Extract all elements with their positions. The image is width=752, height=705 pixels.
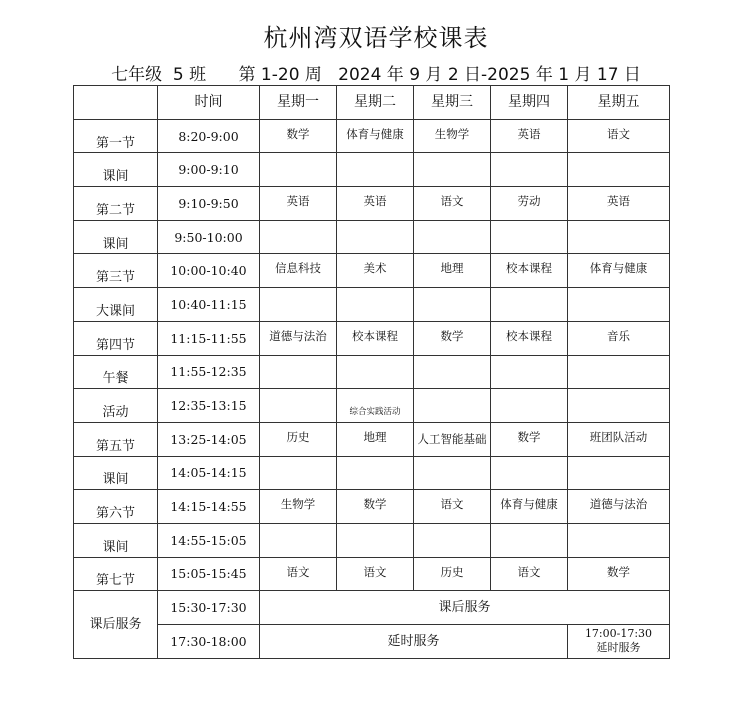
table-row xyxy=(74,422,670,456)
subject-cell: 道德与法治 xyxy=(260,321,337,355)
subject-cell xyxy=(491,288,568,322)
subject-cell xyxy=(414,523,491,557)
time-cell: 11:55-12:35 xyxy=(158,355,260,389)
table-row xyxy=(74,220,670,254)
subject-cell: 数学 xyxy=(337,490,414,524)
header-cell: 星期一 xyxy=(260,86,337,120)
subject-cell: 体育与健康 xyxy=(337,119,414,153)
time-cell: 15:30-17:30 xyxy=(158,591,260,625)
time-cell: 14:15-14:55 xyxy=(158,490,260,524)
subject-cell: 历史 xyxy=(260,422,337,456)
subject-cell xyxy=(491,355,568,389)
subject-cell xyxy=(337,153,414,187)
after-school-row xyxy=(74,625,670,659)
friday-extended-label: 延时服务 xyxy=(596,641,641,655)
subject-cell: 生物学 xyxy=(414,119,491,153)
table-row xyxy=(74,456,670,490)
subject-cell: 数学 xyxy=(491,422,568,456)
subject-cell: 班团队活动 xyxy=(568,422,670,456)
schedule-subtitle: 七年级 5 班 第 1-20 周 2024 年 9 月 2 日-2025 年 1 月 17 日 xyxy=(111,65,641,85)
subject-cell xyxy=(414,220,491,254)
friday-extended-service xyxy=(568,625,670,659)
time-cell: 14:55-15:05 xyxy=(158,523,260,557)
subject-cell xyxy=(491,523,568,557)
subject-cell: 美术 xyxy=(337,254,414,288)
period-cell: 第一节 xyxy=(74,119,158,153)
subject-cell: 生物学 xyxy=(260,490,337,524)
subject-cell xyxy=(260,220,337,254)
subject-cell: 道德与法治 xyxy=(568,490,670,524)
header-row xyxy=(74,86,670,120)
subject-cell xyxy=(568,523,670,557)
period-cell: 第五节 xyxy=(74,422,158,456)
subject-cell xyxy=(414,288,491,322)
subject-cell: 语文 xyxy=(414,187,491,221)
subject-cell xyxy=(491,220,568,254)
time-cell: 8:20-9:00 xyxy=(158,119,260,153)
time-cell: 13:25-14:05 xyxy=(158,422,260,456)
time-cell: 10:40-11:15 xyxy=(158,288,260,322)
period-cell: 第七节 xyxy=(74,557,158,591)
table-row xyxy=(74,119,670,153)
table-row xyxy=(74,355,670,389)
subject-cell xyxy=(337,220,414,254)
period-cell: 第六节 xyxy=(74,490,158,524)
period-cell: 午餐 xyxy=(74,355,158,389)
subject-cell: 英语 xyxy=(260,187,337,221)
period-cell: 第二节 xyxy=(74,187,158,221)
table-row xyxy=(74,153,670,187)
subject-cell xyxy=(414,153,491,187)
table-row xyxy=(74,187,670,221)
table-row xyxy=(74,288,670,322)
period-cell: 课间 xyxy=(74,153,158,187)
table-row xyxy=(74,389,670,423)
subject-cell: 英语 xyxy=(491,119,568,153)
subject-cell xyxy=(414,355,491,389)
subject-cell: 语文 xyxy=(337,557,414,591)
subject-cell: 地理 xyxy=(337,422,414,456)
subject-cell xyxy=(568,220,670,254)
after-school-service: 课后服务 xyxy=(260,591,670,625)
subject-cell: 历史 xyxy=(414,557,491,591)
subject-cell: 英语 xyxy=(337,187,414,221)
subject-cell xyxy=(260,153,337,187)
header-cell: 星期四 xyxy=(491,86,568,120)
header-cell xyxy=(74,86,158,120)
subject-cell: 语文 xyxy=(414,490,491,524)
header-cell: 星期三 xyxy=(414,86,491,120)
subject-cell: 体育与健康 xyxy=(491,490,568,524)
subject-cell xyxy=(260,523,337,557)
subject-cell xyxy=(260,389,337,423)
subject-cell: 语文 xyxy=(260,557,337,591)
after-school-label: 课后服务 xyxy=(74,591,158,658)
subject-cell xyxy=(568,153,670,187)
subject-cell xyxy=(568,456,670,490)
subject-cell xyxy=(568,355,670,389)
subject-cell: 校本课程 xyxy=(337,321,414,355)
after-school-row xyxy=(74,591,670,625)
time-cell: 14:05-14:15 xyxy=(158,456,260,490)
subject-cell xyxy=(337,288,414,322)
subject-cell: 音乐 xyxy=(568,321,670,355)
subject-cell xyxy=(260,456,337,490)
subject-cell xyxy=(491,153,568,187)
header-cell: 星期二 xyxy=(337,86,414,120)
subject-cell: 数学 xyxy=(260,119,337,153)
subject-cell: 校本课程 xyxy=(491,321,568,355)
header-cell: 时间 xyxy=(158,86,260,120)
extended-service: 延时服务 xyxy=(260,625,568,659)
time-cell: 9:50-10:00 xyxy=(158,220,260,254)
subject-cell: 语文 xyxy=(491,557,568,591)
subject-cell xyxy=(260,288,337,322)
subject-cell xyxy=(260,355,337,389)
period-cell: 第四节 xyxy=(74,321,158,355)
table-row xyxy=(74,321,670,355)
table-row xyxy=(74,523,670,557)
subject-cell: 综合实践活动 xyxy=(337,389,414,423)
subject-cell xyxy=(568,288,670,322)
time-cell: 15:05-15:45 xyxy=(158,557,260,591)
page-title: 杭州湾双语学校课表 xyxy=(263,24,489,52)
time-cell: 9:10-9:50 xyxy=(158,187,260,221)
subject-cell xyxy=(337,523,414,557)
subject-cell xyxy=(414,389,491,423)
friday-extended-time: 17:00-17:30 xyxy=(584,627,653,641)
subject-cell: 语文 xyxy=(568,119,670,153)
header-cell: 星期五 xyxy=(568,86,670,120)
time-cell: 12:35-13:15 xyxy=(158,389,260,423)
table-row xyxy=(74,490,670,524)
subject-cell xyxy=(337,355,414,389)
subject-cell: 数学 xyxy=(414,321,491,355)
subject-cell: 人工智能基础 xyxy=(414,422,491,456)
period-cell: 课间 xyxy=(74,523,158,557)
subject-cell xyxy=(491,389,568,423)
subject-cell: 信息科技 xyxy=(260,254,337,288)
period-cell: 课间 xyxy=(74,220,158,254)
time-cell: 17:30-18:00 xyxy=(158,625,260,659)
table-row xyxy=(74,254,670,288)
time-cell: 9:00-9:10 xyxy=(158,153,260,187)
subject-cell xyxy=(568,389,670,423)
subject-cell: 地理 xyxy=(414,254,491,288)
period-cell: 课间 xyxy=(74,456,158,490)
subject-cell xyxy=(414,456,491,490)
subject-cell: 体育与健康 xyxy=(568,254,670,288)
period-cell: 活动 xyxy=(74,389,158,423)
time-cell: 10:00-10:40 xyxy=(158,254,260,288)
period-cell: 大课间 xyxy=(74,288,158,322)
subject-cell: 劳动 xyxy=(491,187,568,221)
period-cell: 第三节 xyxy=(74,254,158,288)
subject-cell: 校本课程 xyxy=(491,254,568,288)
timetable xyxy=(73,85,670,659)
table-row xyxy=(74,557,670,591)
subject-cell: 数学 xyxy=(568,557,670,591)
subject-cell xyxy=(337,456,414,490)
time-cell: 11:15-11:55 xyxy=(158,321,260,355)
subject-cell xyxy=(491,456,568,490)
subject-cell: 英语 xyxy=(568,187,670,221)
